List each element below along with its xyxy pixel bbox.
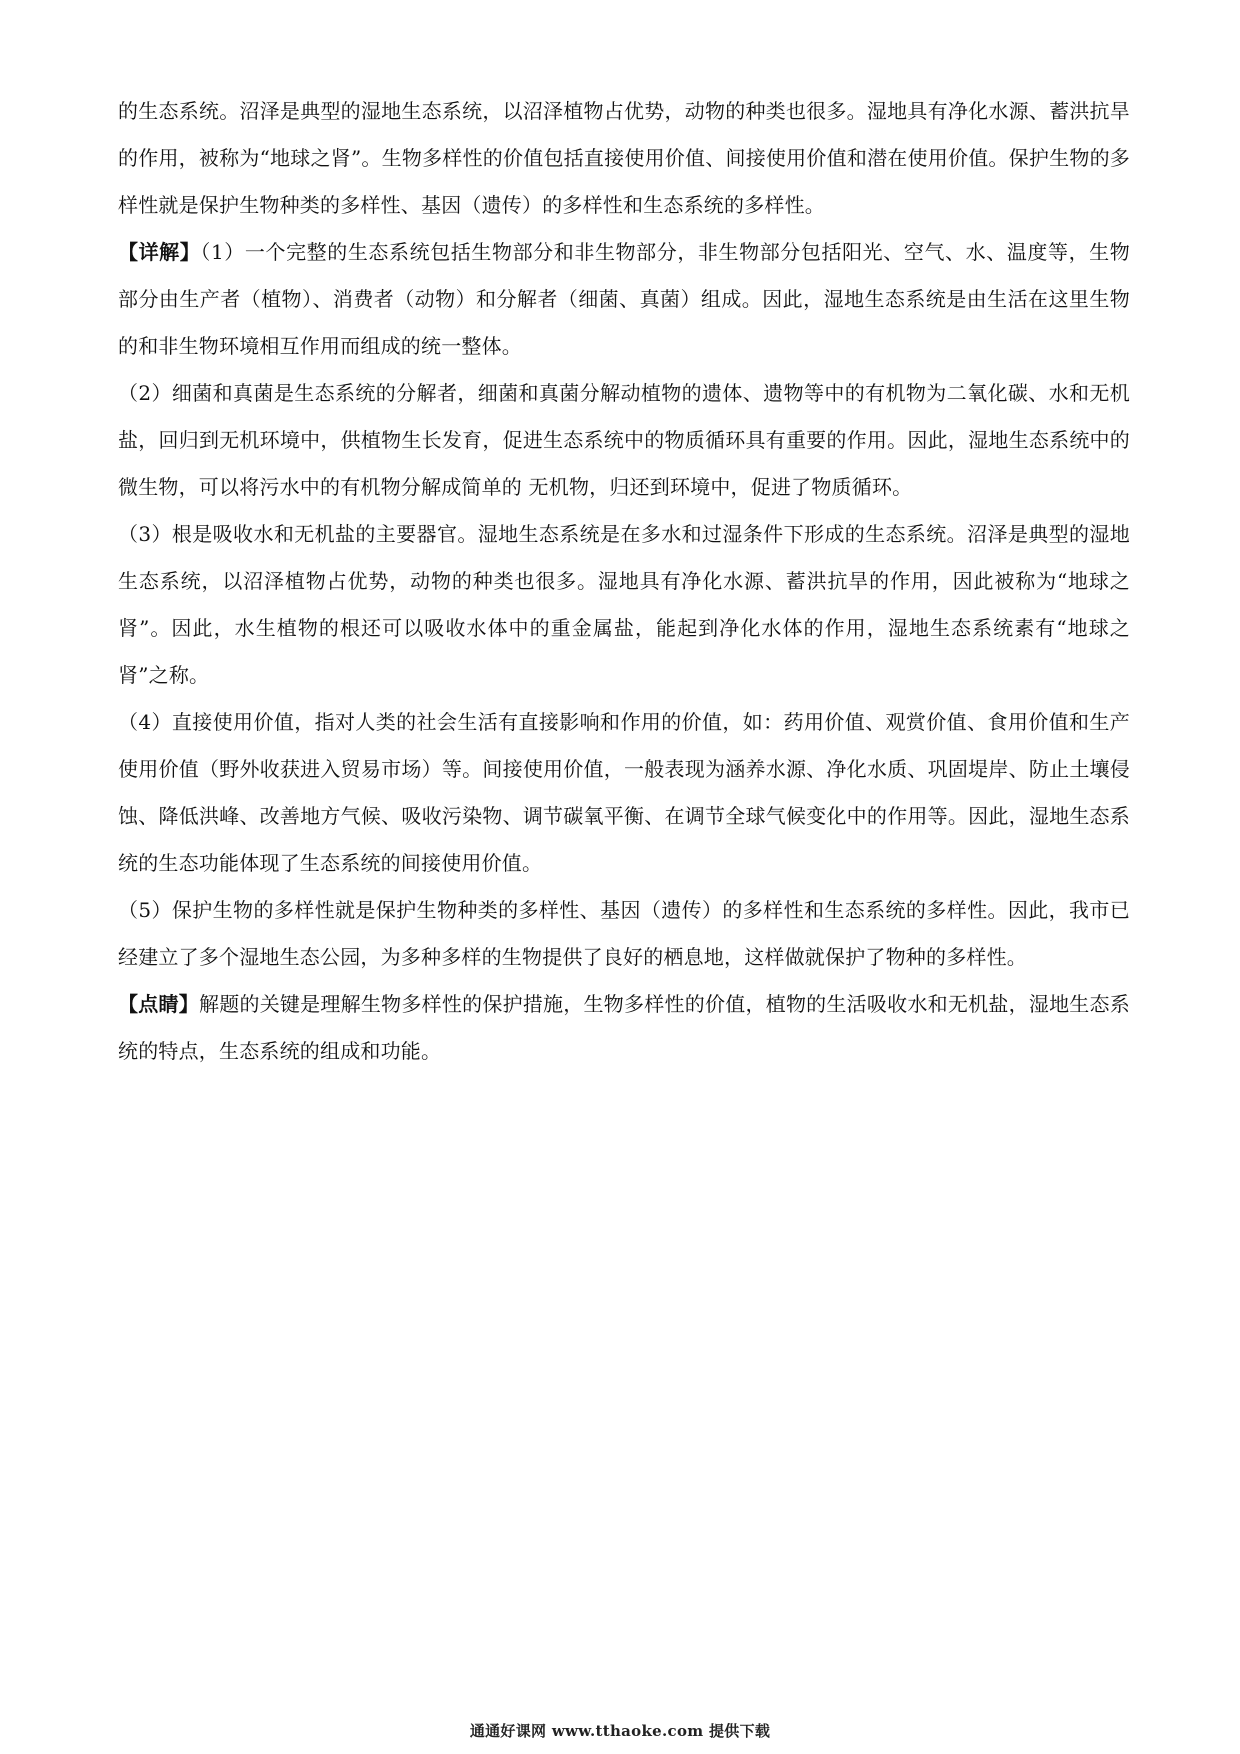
- document-body: [118, 88, 1130, 1075]
- key-point-label: 【点睛】: [118, 992, 199, 1016]
- page-footer: 通通好课网 www.tthaoke.com 提供下载: [469, 1722, 771, 1740]
- paragraph-detail-2: [118, 370, 1130, 511]
- paragraph-text: 的生态系统。沼泽是典型的湿地生态系统，以沼泽植物占优势，动物的种类也很多。湿地具有净化水源、蓄洪抗旱的作用，被称为“地球之肾”。生物多样性的价值包括直接使用价值、间接使用价值和潜在使用价值。保护生物的多样性就是保护生物种类的多样性、基因（遗传）的多样性和生态系统的多样性。: [118, 99, 1130, 217]
- paragraph-text: （5）保护生物的多样性就是保护生物种类的多样性、基因（遗传）的多样性和生态系统的多样性。因此，我市已经建立了多个湿地生态公园，为多种多样的生物提供了良好的栖息地，这样做就保护了物种的多样性。: [118, 898, 1130, 969]
- paragraph-detail-1: [118, 229, 1130, 370]
- paragraph-text: （1）一个完整的生态系统包括生物部分和非生物部分，非生物部分包括阳光、空气、水、温度等，生物部分由生产者（植物）、消费者（动物）和分解者（细菌、真菌）组成。因此，湿地生态系统是由生活在这里生物的和非生物环境相互作用而组成的统一整体。: [118, 240, 1130, 358]
- paragraph-intro: [118, 88, 1130, 229]
- paragraph-text: （2）细菌和真菌是生态系统的分解者，细菌和真菌分解动植物的遗体、遗物等中的有机物为二氧化碳、水和无机盐，回归到无机环境中，供植物生长发育，促进生态系统中的物质循环具有重要的作用。因此，湿地生态系统中的微生物，可以将污水中的有机物分解成简单的 无机物，归还到环境中，促进了物质循环。: [118, 381, 1130, 499]
- paragraph-detail-3: [118, 511, 1130, 699]
- paragraph-key-point: [118, 981, 1130, 1075]
- paragraph-text: （3）根是吸收水和无机盐的主要器官。湿地生态系统是在多水和过湿条件下形成的生态系统。沼泽是典型的湿地生态系统，以沼泽植物占优势，动物的种类也很多。湿地具有净化水源、蓄洪抗旱的作用，因此被称为“地球之肾”。因此，水生植物的根还可以吸收水体中的重金属盐，能起到净化水体的作用，湿地生态系统素有“地球之肾”之称。: [118, 522, 1130, 687]
- detail-label: 【详解】: [118, 240, 201, 264]
- paragraph-detail-4: [118, 699, 1130, 887]
- paragraph-text: 解题的关键是理解生物多样性的保护措施，生物多样性的价值，植物的生活吸收水和无机盐，湿地生态系统的特点，生态系统的组成和功能。: [118, 992, 1130, 1063]
- paragraph-detail-5: [118, 887, 1130, 981]
- paragraph-text: （4）直接使用价值，指对人类的社会生活有直接影响和作用的价值，如：药用价值、观赏价值、食用价值和生产使用价值（野外收获进入贸易市场）等。间接使用价值，一般表现为涵养水源、净化水质、巩固堤岸、防止土壤侵蚀、降低洪峰、改善地方气候、吸收污染物、调节碳氧平衡、在调节全球气候变化中的作用等。因此，湿地生态系统的生态功能体现了生态系统的间接使用价值。: [118, 710, 1130, 875]
